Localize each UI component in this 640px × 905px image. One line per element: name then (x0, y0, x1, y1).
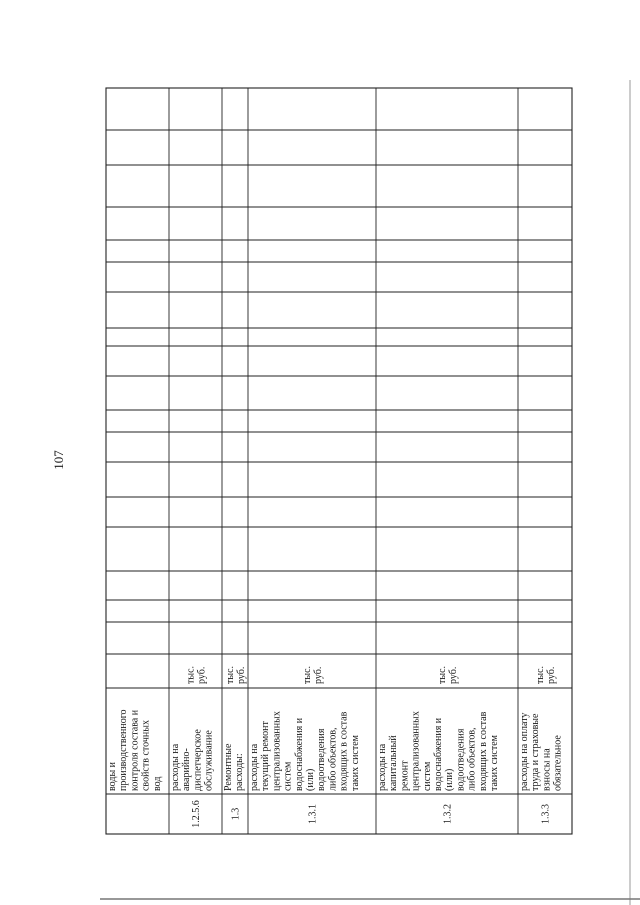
row-label-line: таких систем (349, 734, 361, 791)
row-number: 1.2.5.6 (191, 800, 202, 828)
row-label-line: водоснабжения и (433, 717, 444, 791)
row-number: 1.3.2 (442, 804, 454, 824)
row-label-line: расходы: (234, 753, 246, 791)
row-label-line: контроля состава и (129, 709, 141, 791)
row-unit-line: тыс. (224, 665, 236, 684)
row-label-line: взносы на (541, 748, 553, 791)
table-cells (107, 666, 564, 828)
row-label-line: расходы на (249, 743, 260, 791)
row-unit-line: руб. (448, 666, 460, 684)
row-label-line: расходы на оплату (519, 712, 530, 791)
row-unit-line: тыс. (436, 665, 448, 684)
row-label-line: производственного (118, 709, 130, 791)
row-label-line: капитальный (388, 735, 400, 791)
row-label-line: (или) (305, 768, 316, 791)
row-label-line: (или) (444, 768, 456, 791)
row-number: 1.3.1 (307, 804, 319, 824)
row-number: 1.3.3 (540, 804, 552, 824)
row-unit-line: тыс. (534, 665, 546, 684)
page-number: 107 (51, 450, 66, 470)
row-label-line: обслуживание (203, 730, 215, 791)
row-unit-line: тыс. (301, 665, 313, 684)
row-label-line: Ремонтные (223, 743, 234, 791)
row-label-line: расходы на (170, 743, 181, 791)
row-label-line: расходы на (377, 743, 388, 791)
row-label-line: систем (282, 761, 294, 791)
row-label-line: обязательное (552, 735, 564, 791)
row-label-line: труда и страховые (530, 713, 542, 791)
row-unit-line: руб. (313, 666, 325, 684)
row-unit-line: руб. (196, 666, 208, 684)
row-label-line: либо объектов, (327, 727, 339, 791)
row-label-line: водоотведения (455, 728, 467, 791)
row-label-line: диспетчерское (192, 729, 204, 791)
row-label-line: аварийно- (181, 748, 193, 791)
row-label-line: водоотведения (316, 728, 328, 791)
row-unit-line: руб. (236, 666, 248, 684)
row-label-line: водоснабжения и (293, 717, 305, 791)
row-label-line: таких систем (489, 734, 500, 791)
row-label-line: свойств сточных (140, 720, 152, 791)
row-label-line: систем (421, 761, 433, 791)
row-label-line: текущий ремонт (260, 721, 272, 791)
row-label-line: входящих в состав (477, 711, 489, 791)
row-label-line: централизованных (410, 711, 422, 791)
row-unit-line: тыс. (185, 665, 197, 684)
row-label-line: вод (151, 776, 163, 791)
row-unit-line: руб. (546, 666, 558, 684)
row-number: 1.3 (230, 807, 242, 821)
data-table (106, 88, 572, 834)
row-label-line: входящих в состав (338, 711, 350, 791)
row-label-line: ремонт (399, 760, 411, 791)
row-label-line: централизованных (271, 711, 283, 791)
row-label-line: воды и (107, 761, 118, 791)
row-label-line: либо объектов, (466, 727, 478, 791)
